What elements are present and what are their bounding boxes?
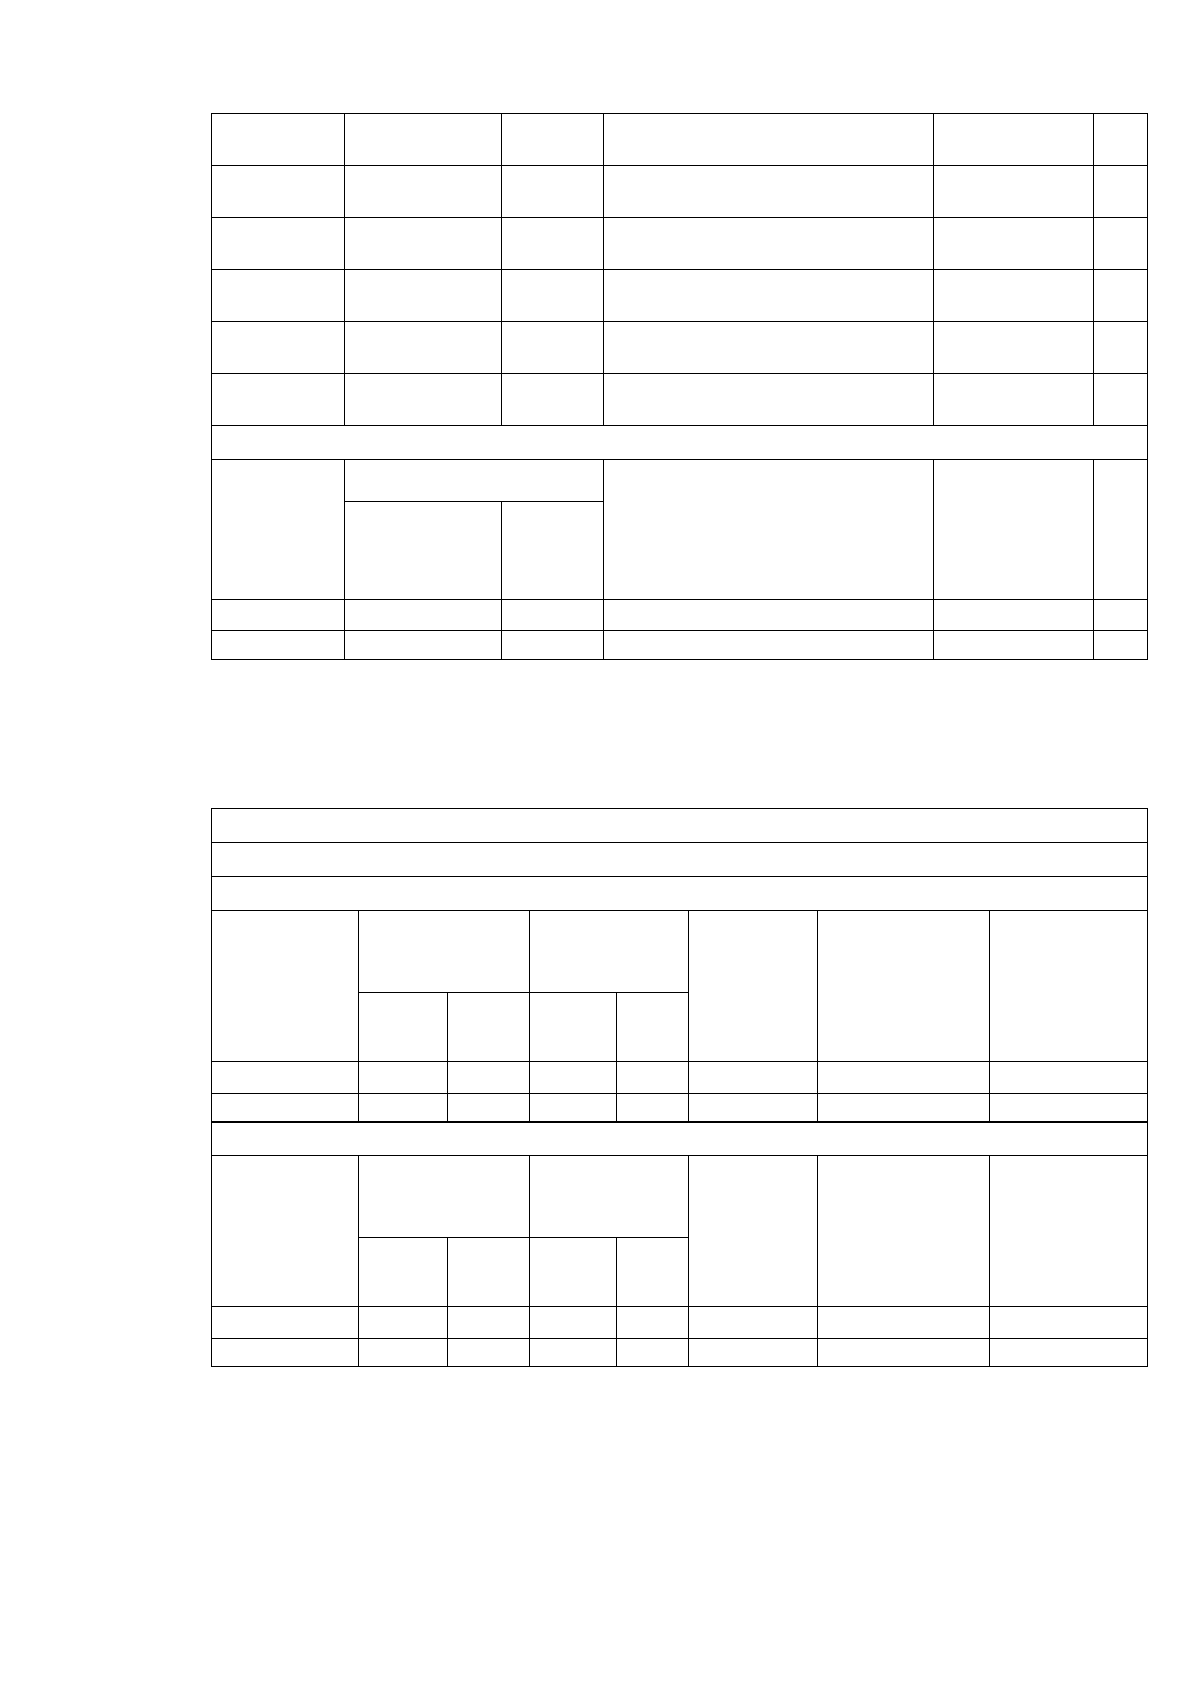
cell [359,1339,448,1367]
p3-header-y [617,1238,689,1307]
cell [212,1339,359,1367]
col-num [689,1307,818,1339]
cell [934,631,1094,660]
cell-mt [934,218,1094,270]
empty-row [212,631,1148,660]
header-x [345,502,502,600]
column-numbers-row [212,600,1148,631]
col-num [617,1062,689,1094]
cell-mt [934,270,1094,322]
p3-header-method [689,1156,818,1307]
cell [530,1339,617,1367]
cell-method [604,374,934,426]
cell [604,631,934,660]
cell-desc [1094,114,1148,166]
cell [448,1094,530,1122]
p3-header-x [530,1238,617,1307]
cell-y [502,270,604,322]
col-num [212,1062,359,1094]
cell-desc [1094,218,1148,270]
table-row [212,114,1148,166]
cell-n [212,218,345,270]
table2-title [212,809,1148,843]
table-row [212,270,1148,322]
header-mt [934,460,1094,600]
cell [990,1094,1148,1122]
cell-desc [1094,166,1148,218]
p2-empty-row [212,1094,1148,1122]
p2-header-designation [212,911,359,1062]
cell-n [212,374,345,426]
cell-n [212,166,345,218]
p3-header-mt [818,1156,990,1307]
col-num [359,1062,448,1094]
header-desc [1094,460,1148,600]
boundary-points-table [211,113,1148,660]
header-y [502,502,604,600]
col-num [359,1307,448,1339]
cell-y [502,322,604,374]
header-designation [212,460,345,600]
section3-title [212,426,1148,460]
cell-method [604,114,934,166]
p3-empty-row [212,1339,1148,1367]
header-method [604,460,934,600]
col-num [689,1062,818,1094]
col-num [212,1307,359,1339]
p3-header-x [359,1238,448,1307]
col-num [990,1307,1148,1339]
cell-mt [934,374,1094,426]
table-row [212,374,1148,426]
col-num [1094,600,1148,631]
header-coords [345,460,604,502]
cell [1094,631,1148,660]
cell-mt [934,114,1094,166]
col-num [530,1062,617,1094]
cell-x [345,322,502,374]
p2-header-y [617,993,689,1062]
cell-y [502,374,604,426]
cell-method [604,270,934,322]
p3-header-desc [990,1156,1148,1307]
cell [617,1094,689,1122]
col-num [502,600,604,631]
cell [448,1339,530,1367]
cell [689,1339,818,1367]
p2-header-x [359,993,448,1062]
cell-method [604,322,934,374]
p3-header-changed [530,1156,689,1238]
col-num [212,600,345,631]
part2-title [212,877,1148,911]
col-num [530,1307,617,1339]
cell [689,1094,818,1122]
table-row [212,218,1148,270]
p3-numbers-row [212,1307,1148,1339]
cell [502,631,604,660]
cell [359,1094,448,1122]
cell [818,1339,990,1367]
p3-header-designation [212,1156,359,1307]
p3-header-y [448,1238,530,1307]
cell-n [212,322,345,374]
cell-desc [1094,374,1148,426]
cell-mt [934,166,1094,218]
p2-header-changed [530,911,689,993]
p2-header-existing [359,911,530,993]
p3-header-existing [359,1156,530,1238]
col-num [604,600,934,631]
cell [990,1339,1148,1367]
col-num [990,1062,1148,1094]
p2-header-mt [818,911,990,1062]
p2-header-desc [990,911,1148,1062]
cell-x [345,218,502,270]
cell [818,1094,990,1122]
part3-title [212,1122,1148,1156]
cell-x [345,166,502,218]
p2-header-method [689,911,818,1062]
p2-numbers-row [212,1062,1148,1094]
cell-y [502,218,604,270]
cell-desc [1094,270,1148,322]
cell [345,631,502,660]
col-num [617,1307,689,1339]
cell-method [604,218,934,270]
cell-n [212,114,345,166]
p2-header-y [448,993,530,1062]
col-num [818,1307,990,1339]
p2-header-x [530,993,617,1062]
col-num [934,600,1094,631]
cell [530,1094,617,1122]
cell-y [502,114,604,166]
table-row [212,322,1148,374]
cell [617,1339,689,1367]
cell-x [345,114,502,166]
cell-x [345,270,502,322]
cell [212,1094,359,1122]
cell-mt [934,322,1094,374]
table-row [212,166,1148,218]
col-num [818,1062,990,1094]
changed-boundaries-table [211,808,1148,1367]
cell-method [604,166,934,218]
col-num [448,1307,530,1339]
cell [212,631,345,660]
cell-y [502,166,604,218]
cell-desc [1094,322,1148,374]
col-num [345,600,502,631]
cell-x [345,374,502,426]
col-num [448,1062,530,1094]
cell-n [212,270,345,322]
coord-system [212,843,1148,877]
